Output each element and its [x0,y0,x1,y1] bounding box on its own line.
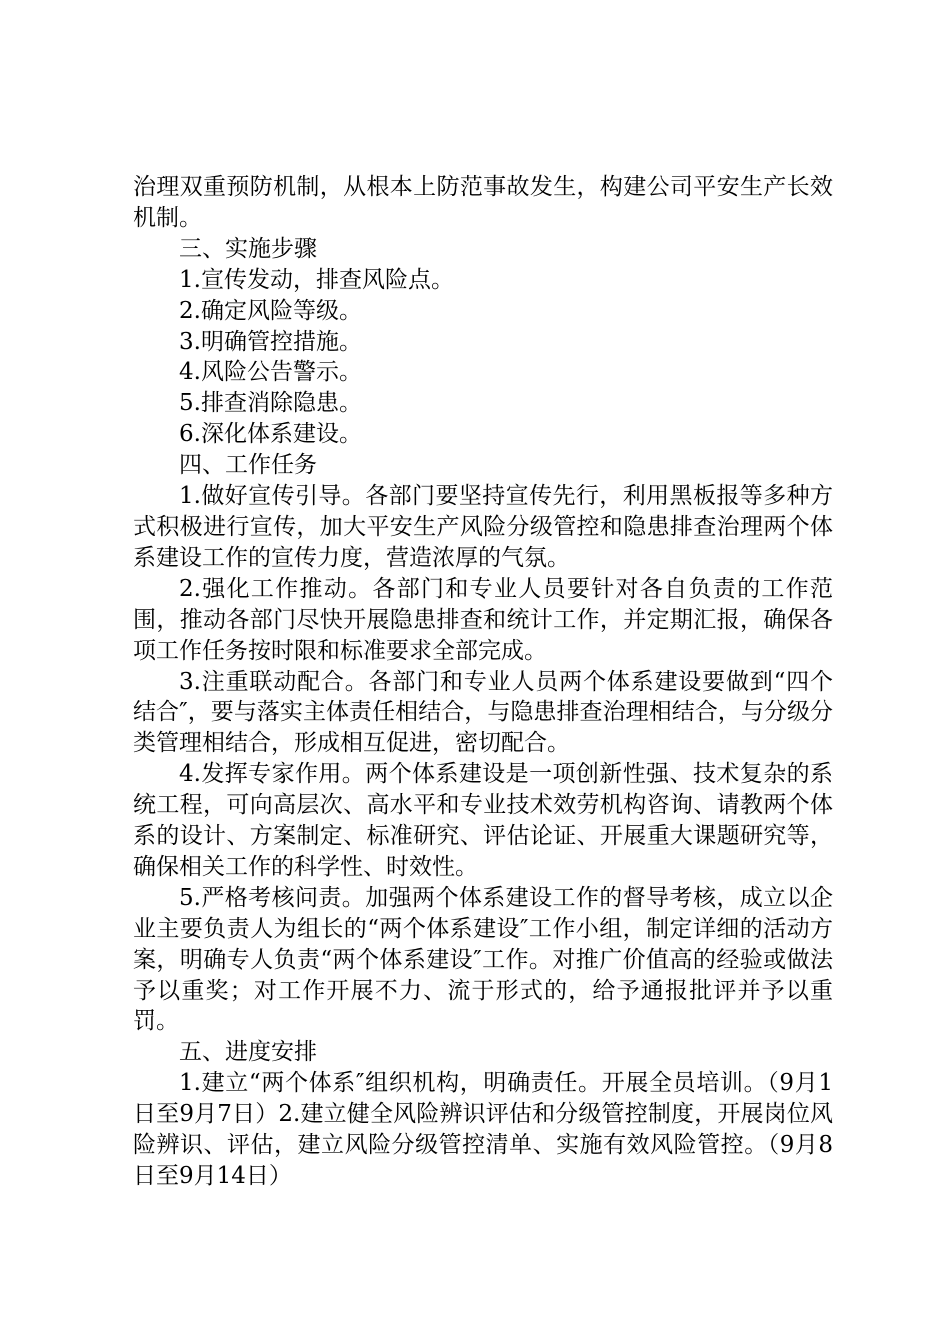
step-item: 1.宣传发动，排查风险点。 [179,266,454,293]
task-paragraph: 1.做好宣传引导。各部门要坚持宣传先行，利用黑板报等多种方式积极进行宣传，加大平安生产风险分级管控和隐患排查治理两个体系建设工作的宣传力度，营造浓厚的气氛。 [133,483,833,571]
heading-work-tasks: 四、工作任务 [179,452,317,479]
step-item: 2.确定风险等级。 [179,297,362,324]
paragraph-intro-continuation: 治理双重预防机制，从根本上防范事故发生，构建公司平安生产长效机制。 [133,174,833,231]
step-item: 6.深化体系建设。 [179,421,362,448]
task-paragraph: 2.强化工作推动。各部门和专业人员要针对各自负责的工作范围，推动各部门尽快开展隐患排查和统计工作，并定期汇报，确保各项工作任务按时限和标准要求全部完成。 [133,575,833,664]
task-paragraph: 3.注重联动配合。各部门和专业人员两个体系建设要做到“四个结合″，要与落实主体责任相结合，与隐患排查治理相结合，与分级分类管理相结合，形成相互促进，密切配合。 [133,668,833,757]
schedule-paragraph: 1.建立“两个体系″组织机构，明确责任。开展全员培训。（9月1日至9月7日）2.建立健全风险辨识评估和分级管控制度，开展岗位风险辨识、评估，建立风险分级管控清单、实施有效风险管控。（9月8日至9月14日） [133,1070,833,1189]
task-paragraph: 4.发挥专家作用。两个体系建设是一项创新性强、技术复杂的系统工程，可向高层次、高水平和专业技术效劳机构咨询、请教两个体系的设计、方案制定、标准研究、评估论证、开展重大课题研究等，确保相关工作的科学性、时效性。 [133,761,833,880]
heading-implementation-steps: 三、实施步骤 [179,235,317,262]
step-item: 5.排查消除隐患。 [179,390,362,417]
document-body [133,172,833,1192]
step-item: 3.明确管控措施。 [179,328,362,355]
step-item: 4.风险公告警示。 [179,359,362,386]
heading-schedule: 五、进度安排 [179,1039,317,1066]
task-paragraph: 5.严格考核问责。加强两个体系建设工作的督导考核，成立以企业主要负责人为组长的“两个体系建设″工作小组，制定详细的活动方案，明确专人负责“两个体系建设″工作。对推广价值高的经验或做法予以重奖；对工作开展不力、流于形式的，给予通报批评并予以重罚。 [133,884,833,1035]
